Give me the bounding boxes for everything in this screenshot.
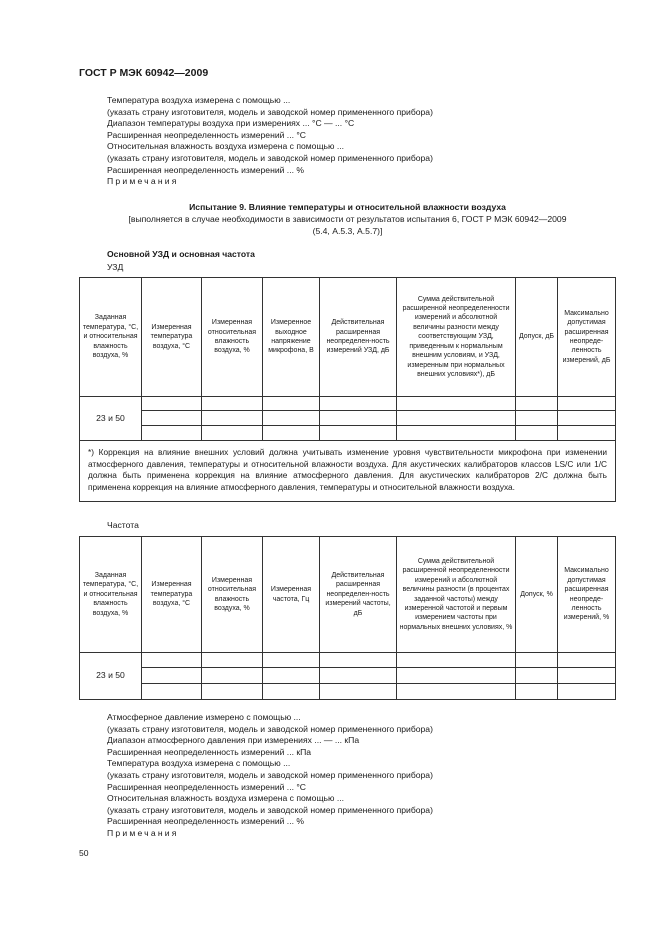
table-cell bbox=[516, 411, 558, 426]
info-line: Расширенная неопределенность измерений ... кПа bbox=[107, 746, 312, 757]
column-header: Действительная расширенная неопределен-ность измерений частоты, дБ bbox=[320, 537, 397, 653]
test-heading bbox=[79, 201, 616, 237]
section-heading: Основной УЗД и основная частота bbox=[107, 249, 255, 259]
table-cell bbox=[202, 397, 263, 411]
column-header: Измеренная температура воздуха, °С bbox=[142, 537, 202, 653]
test-subtitle-refs: (5.4, А.5.3, А.5.7)] bbox=[312, 226, 383, 236]
table-cell bbox=[558, 668, 616, 684]
row-label: 23 и 50 bbox=[80, 397, 142, 441]
table-cell bbox=[516, 653, 558, 668]
table-cell bbox=[202, 653, 263, 668]
table-cell bbox=[263, 668, 320, 684]
table-row bbox=[80, 397, 616, 411]
info-line: (указать страну изготовителя, модель и заводской номер примененного прибора) bbox=[107, 106, 433, 117]
info-line: Расширенная неопределенность измерений ... % bbox=[107, 816, 305, 827]
test-subtitle: [выполняется в случае необходимости в зависимости от результатов испытания 6, ГОСТ Р МЭК 60942—2009 bbox=[128, 214, 567, 224]
info-line: Атмосферное давление измерено с помощью ... bbox=[107, 712, 301, 722]
info-line: Расширенная неопределенность измерений ... °С bbox=[107, 781, 307, 792]
column-header: Измеренная относительная влажность воздуха, % bbox=[202, 537, 263, 653]
table-row bbox=[80, 411, 616, 426]
table-cell bbox=[516, 426, 558, 441]
table-cell bbox=[397, 668, 516, 684]
column-header: Измеренное выходное напряжение микрофона, В bbox=[263, 278, 320, 397]
table-cell bbox=[558, 397, 616, 411]
notes-label: Примечания bbox=[107, 176, 179, 187]
column-header: Заданная температура, °С, и относительная влажность воздуха, % bbox=[80, 537, 142, 653]
table-cell bbox=[263, 397, 320, 411]
table-cell bbox=[320, 668, 397, 684]
document-header: ГОСТ Р МЭК 60942—2009 bbox=[79, 67, 209, 79]
table-cell bbox=[202, 426, 263, 441]
table-cell bbox=[397, 411, 516, 426]
spl-table bbox=[79, 277, 616, 502]
section-label-uzd: УЗД bbox=[107, 262, 124, 272]
table-row bbox=[80, 668, 616, 684]
row-label: 23 и 50 bbox=[80, 653, 142, 700]
measurement-info-bottom bbox=[107, 712, 607, 840]
table-row bbox=[80, 426, 616, 441]
info-line: Относительная влажность воздуха измерена с помощью ... bbox=[107, 793, 344, 804]
table-row bbox=[80, 684, 616, 700]
page-number: 50 bbox=[79, 848, 89, 858]
table-cell bbox=[516, 684, 558, 700]
column-header: Максимально допустимая расширенная неопреде-ленность измерений, дБ bbox=[558, 278, 616, 397]
info-line: Диапазон температуры воздуха при измерениях ... °С — ... °С bbox=[107, 118, 355, 129]
table-cell bbox=[142, 426, 202, 441]
notes-label: Примечания bbox=[107, 827, 179, 838]
column-header: Измеренная частота, Гц bbox=[263, 537, 320, 653]
table-cell bbox=[320, 684, 397, 700]
table-cell bbox=[516, 668, 558, 684]
table-cell bbox=[558, 653, 616, 668]
table-cell bbox=[202, 684, 263, 700]
table-cell bbox=[320, 426, 397, 441]
table-row bbox=[80, 653, 616, 668]
frequency-table bbox=[79, 536, 616, 700]
table-cell bbox=[320, 653, 397, 668]
info-line: Расширенная неопределенность измерений ... % bbox=[107, 164, 305, 175]
table-cell bbox=[320, 397, 397, 411]
table-cell bbox=[397, 653, 516, 668]
info-line: Температура воздуха измерена с помощью ... bbox=[107, 758, 291, 769]
footnote: *) Коррекция на влияние внешних условий должна учитывать изменение уровня чувствительности микрофона при изменении атмосферного давления, температуры и относительной влажности воздуха. Для акустических калибраторов классов LS/C или 1/C должна быть применена коррекция на влияние атмосферного давления. Для акустических калибраторов 2/C должна быть применена коррекция на влияние атмосферного давления, температуры и относительной влажности воздуха. bbox=[80, 441, 616, 502]
table-cell bbox=[558, 684, 616, 700]
table-cell bbox=[263, 653, 320, 668]
table-cell bbox=[142, 411, 202, 426]
column-header: Измеренная относительная влажность воздуха, % bbox=[202, 278, 263, 397]
info-line: (указать страну изготовителя, модель и заводской номер примененного прибора) bbox=[107, 804, 433, 815]
table-cell bbox=[142, 668, 202, 684]
table-cell bbox=[142, 397, 202, 411]
footnote-row bbox=[80, 441, 616, 502]
info-line: (указать страну изготовителя, модель и заводской номер примененного прибора) bbox=[107, 769, 433, 780]
table-cell bbox=[142, 684, 202, 700]
column-header: Сумма действительной расширенной неопределенности измерений и абсолютной величины разности (в процентах заданной частоты) между измеренной частотой и первым измерением частоты при нормальных внешних условиях, % bbox=[397, 537, 516, 653]
table-cell bbox=[397, 426, 516, 441]
table-cell bbox=[558, 411, 616, 426]
column-header: Допуск, дБ bbox=[516, 278, 558, 397]
table-cell bbox=[263, 684, 320, 700]
column-header: Максимально допустимая расширенная неопреде-ленность измерений, % bbox=[558, 537, 616, 653]
table-cell bbox=[397, 397, 516, 411]
table-cell bbox=[320, 411, 397, 426]
table-header-row bbox=[80, 537, 616, 653]
column-header: Измеренная температура воздуха, °С bbox=[142, 278, 202, 397]
column-header: Сумма действительной расширенной неопределенности измерений и абсолютной величины разности между соответствующим УЗД, приведенным к нормальным внешним условиям, и УЗД, измеренным при нормальных внешних условиях*), дБ bbox=[397, 278, 516, 397]
table-header-row bbox=[80, 278, 616, 397]
info-line: Расширенная неопределенность измерений ... °С bbox=[107, 129, 307, 140]
table-cell bbox=[263, 411, 320, 426]
table-cell bbox=[263, 426, 320, 441]
info-line: (указать страну изготовителя, модель и заводской номер примененного прибора) bbox=[107, 723, 433, 734]
table-cell bbox=[397, 684, 516, 700]
section-label-frequency: Частота bbox=[107, 520, 139, 530]
column-header: Допуск, % bbox=[516, 537, 558, 653]
table-cell bbox=[202, 668, 263, 684]
measurement-info-top bbox=[107, 95, 607, 188]
table-cell bbox=[142, 653, 202, 668]
info-line: (указать страну изготовителя, модель и заводской номер примененного прибора) bbox=[107, 152, 433, 163]
table-cell bbox=[558, 426, 616, 441]
table-cell bbox=[202, 411, 263, 426]
info-line: Температура воздуха измерена с помощью ... bbox=[107, 95, 291, 105]
table-cell bbox=[516, 397, 558, 411]
info-line: Диапазон атмосферного давления при измерениях ... — ... кПа bbox=[107, 735, 360, 746]
column-header: Действительная расширенная неопределен-ность измерений УЗД, дБ bbox=[320, 278, 397, 397]
test-title: Испытание 9. Влияние температуры и относительной влажности воздуха bbox=[189, 202, 506, 212]
info-line: Относительная влажность воздуха измерена с помощью ... bbox=[107, 141, 344, 152]
column-header: Заданная температура, °С, и относительная влажность воздуха, % bbox=[80, 278, 142, 397]
